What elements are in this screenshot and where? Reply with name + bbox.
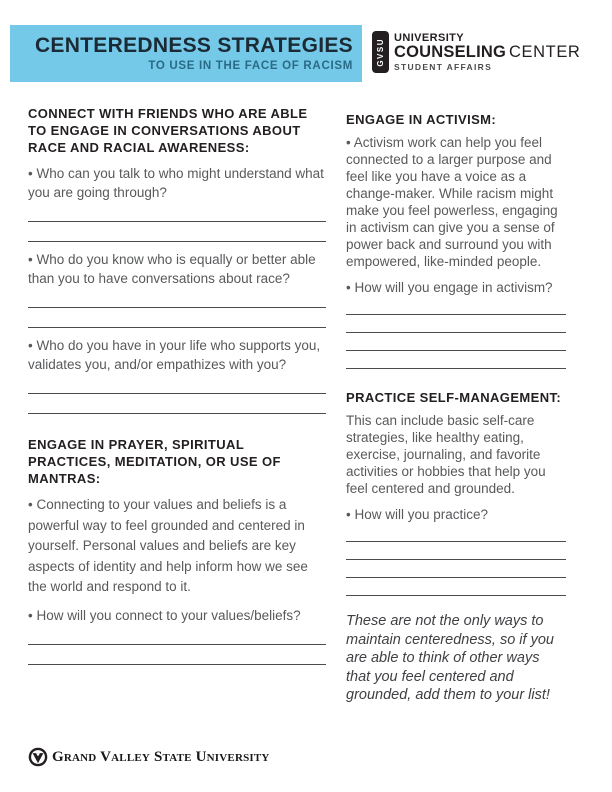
section-heading: ENGAGE IN PRAYER, SPIRITUAL PRACTICES, MEDITATION, OR USE OF MANTRAS: xyxy=(28,437,281,486)
title-banner xyxy=(10,25,362,82)
answer-line xyxy=(28,374,326,394)
section-activism xyxy=(346,111,566,369)
answer-lines xyxy=(28,374,326,414)
gvsu-badge-text: GVSU xyxy=(376,37,385,67)
section-self-management xyxy=(346,389,566,596)
section-paragraph: • Activism work can help you feel connected to a larger purpose and feel like you have a voice as a change-maker. While racism might make you feel powerless, engaging in activism can give you a sense of power back and surround you with empowered, like-minded people. xyxy=(346,135,558,269)
section-prayer-spiritual xyxy=(28,436,326,665)
gvsu-badge-icon xyxy=(372,31,389,73)
question-text: • Who can you talk to who might understand what you are going through? xyxy=(28,166,324,200)
answer-line xyxy=(346,560,566,578)
logo-wordmark xyxy=(394,31,580,73)
counseling-center-logo xyxy=(372,31,580,73)
answer-line xyxy=(28,288,326,308)
answer-line xyxy=(346,315,566,333)
document-subtitle: TO USE IN THE FACE OF RACISM xyxy=(148,60,353,72)
logo-counseling-center-label xyxy=(394,44,580,61)
answer-line xyxy=(346,524,566,542)
answer-line xyxy=(346,297,566,315)
question-text: • How will you connect to your values/beliefs? xyxy=(28,607,301,623)
right-column xyxy=(346,105,566,705)
content-columns xyxy=(28,105,566,705)
question-text: • Who do you know who is equally or better able than you to have conversations about race? xyxy=(28,252,316,286)
answer-line xyxy=(28,625,326,645)
answer-line xyxy=(346,578,566,596)
answer-line xyxy=(28,202,326,222)
answer-line xyxy=(346,542,566,560)
answer-line xyxy=(346,333,566,351)
answer-lines xyxy=(346,524,566,596)
answer-lines xyxy=(28,625,326,665)
logo-center-label: CENTER xyxy=(509,42,581,61)
question-text: • How will you practice? xyxy=(346,507,489,522)
answer-lines xyxy=(28,202,326,242)
question-text: • How will you engage in activism? xyxy=(346,280,553,295)
answer-line xyxy=(28,308,326,328)
gvsu-seal-icon xyxy=(28,747,48,767)
closing-note: These are not the only ways to maintain centeredness, so if you are able to think of other ways that you feel centered and grounded, add them to your list! xyxy=(346,613,554,703)
answer-line xyxy=(346,351,566,369)
university-name: Grand Valley State University xyxy=(52,749,270,765)
left-column xyxy=(28,105,326,705)
section-heading: ENGAGE IN ACTIVISM: xyxy=(346,112,497,127)
document-title: CENTEREDNESS STRATEGIES xyxy=(34,34,353,57)
answer-lines xyxy=(28,288,326,328)
university-footer xyxy=(28,747,270,767)
section-heading: PRACTICE SELF-MANAGEMENT: xyxy=(346,390,562,405)
answer-line xyxy=(28,394,326,414)
section-paragraph: This can include basic self-care strategies, like healthy eating, exercise, journaling, and favorite activities or hobbies that help you feel centered and grounded. xyxy=(346,413,546,496)
logo-university-label: UNIVERSITY xyxy=(394,31,465,44)
logo-counseling-label: COUNSELING xyxy=(394,42,507,61)
question-text: • Who do you have in your life who supports you, validates you, and/or empathizes with you? xyxy=(28,338,321,372)
answer-line xyxy=(28,645,326,665)
section-connect-with-friends xyxy=(28,105,326,414)
answer-line xyxy=(28,222,326,242)
section-heading: CONNECT WITH FRIENDS WHO ARE ABLE TO ENGAGE IN CONVERSATIONS ABOUT RACE AND RACIAL AWARENESS: xyxy=(28,106,308,155)
section-paragraph: • Connecting to your values and beliefs is a powerful way to feel grounded and centered in yourself. Personal values and beliefs are key aspects of identity and help inform how we see the world and respond to it. xyxy=(28,497,308,594)
logo-student-affairs-label: STUDENT AFFAIRS xyxy=(394,61,493,72)
answer-lines xyxy=(346,297,566,369)
